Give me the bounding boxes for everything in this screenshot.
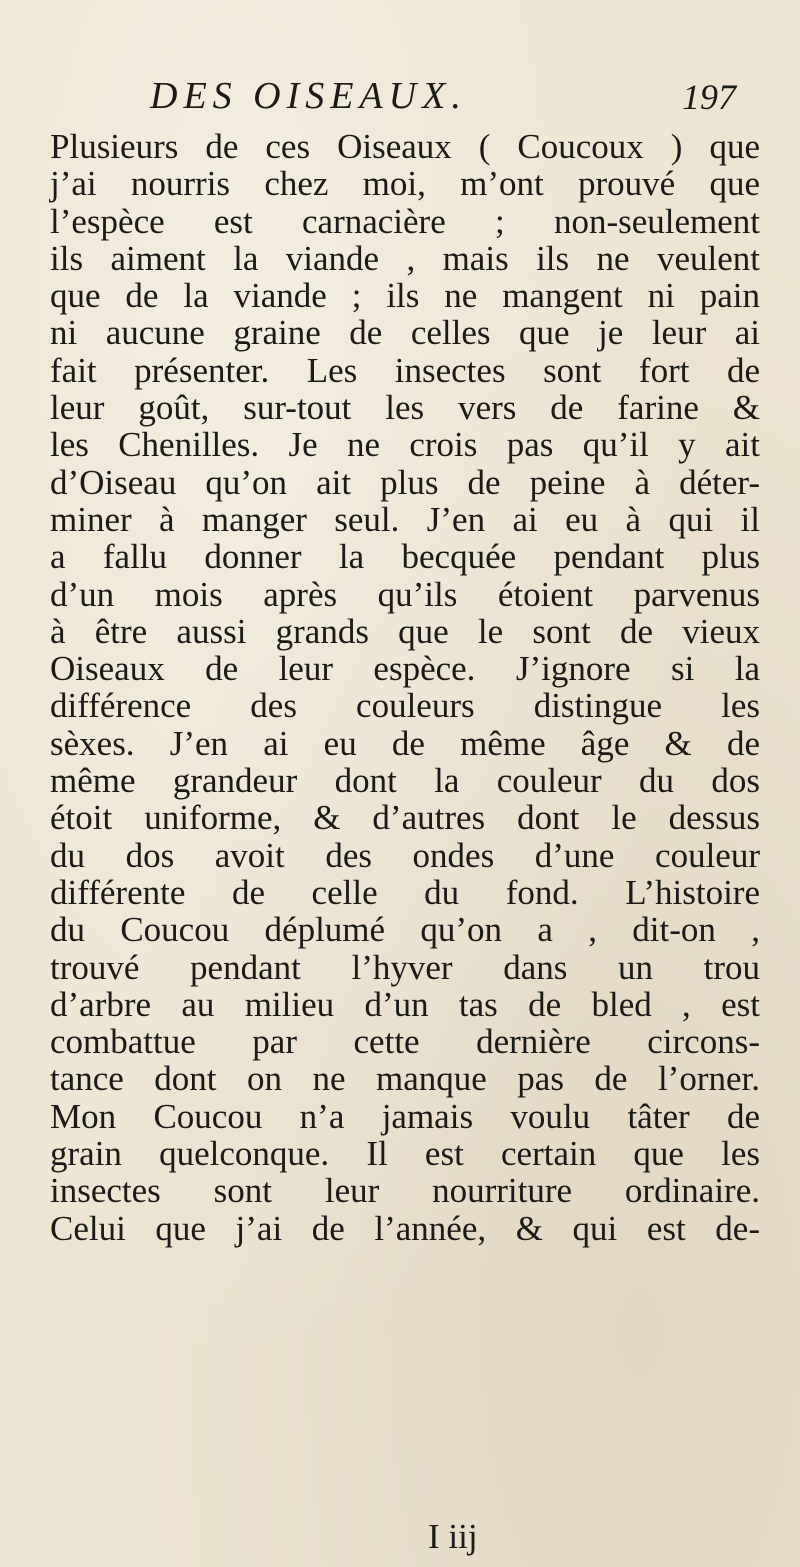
text-line: d’arbre au milieu d’un tas de bled , est (50, 984, 760, 1024)
text-line: d’Oiseau qu’on ait plus de peine à déter- (50, 462, 760, 502)
text-line: différence des couleurs distingue les (50, 686, 760, 726)
text-line: combattue par cette dernière circons- (50, 1022, 760, 1062)
body-text (50, 128, 760, 1247)
text-line: étoit uniforme, & d’autres dont le dessus (50, 798, 760, 838)
text-line: Oiseaux de leur espèce. J’ignore si la (50, 649, 760, 689)
text-line: du dos avoit des ondes d’une couleur (50, 835, 760, 875)
text-line: j’ai nourris chez moi, m’ont prouvé que (50, 164, 760, 204)
page-number: 197 (682, 77, 736, 117)
text-line: différente de celle du fond. L’histoire (50, 872, 760, 912)
text-line: grain quelconque. Il est certain que les (50, 1134, 760, 1174)
text-line: sèxes. J’en ai eu de même âge & de (50, 723, 760, 763)
text-line: trouvé pendant l’hyver dans un trou (50, 947, 760, 987)
running-title: DES OISEAUX. (150, 75, 467, 117)
text-line: Celui que j’ai de l’année, & qui est de- (50, 1208, 760, 1248)
text-line: insectes sont leur nourriture ordinaire. (50, 1171, 760, 1211)
text-line: leur goût, sur-tout les vers de farine & (50, 388, 760, 428)
text-line: que de la viande ; ils ne mangent ni pain (50, 276, 760, 316)
text-line: à être aussi grands que le sont de vieux (50, 611, 760, 651)
text-line: les Chenilles. Je ne crois pas qu’il y ait (50, 425, 760, 465)
running-head (0, 74, 800, 124)
text-line: Mon Coucou n’a jamais voulu tâter de (50, 1096, 760, 1136)
text-line: Plusieurs de ces Oiseaux ( Coucoux ) que (50, 127, 760, 166)
text-line: ils aiment la viande , mais ils ne veulent (50, 238, 760, 278)
text-line: l’espèce est carnacière ; non-seulement (50, 201, 760, 241)
text-line: fait présenter. Les insectes sont fort de (50, 350, 760, 390)
text-line: du Coucou déplumé qu’on a , dit-on , (50, 910, 760, 950)
text-line: ni aucune graine de celles que je leur ai (50, 313, 760, 353)
text-line: d’un mois après qu’ils étoient parvenus (50, 574, 760, 614)
text-line: même grandeur dont la couleur du dos (50, 761, 760, 801)
signature-mark: I iij (428, 1517, 478, 1556)
text-line: a fallu donner la becquée pendant plus (50, 537, 760, 577)
text-line: tance dont on ne manque pas de l’orner. (50, 1059, 760, 1099)
text-line: miner à manger seul. J’en ai eu à qui il (50, 499, 760, 539)
